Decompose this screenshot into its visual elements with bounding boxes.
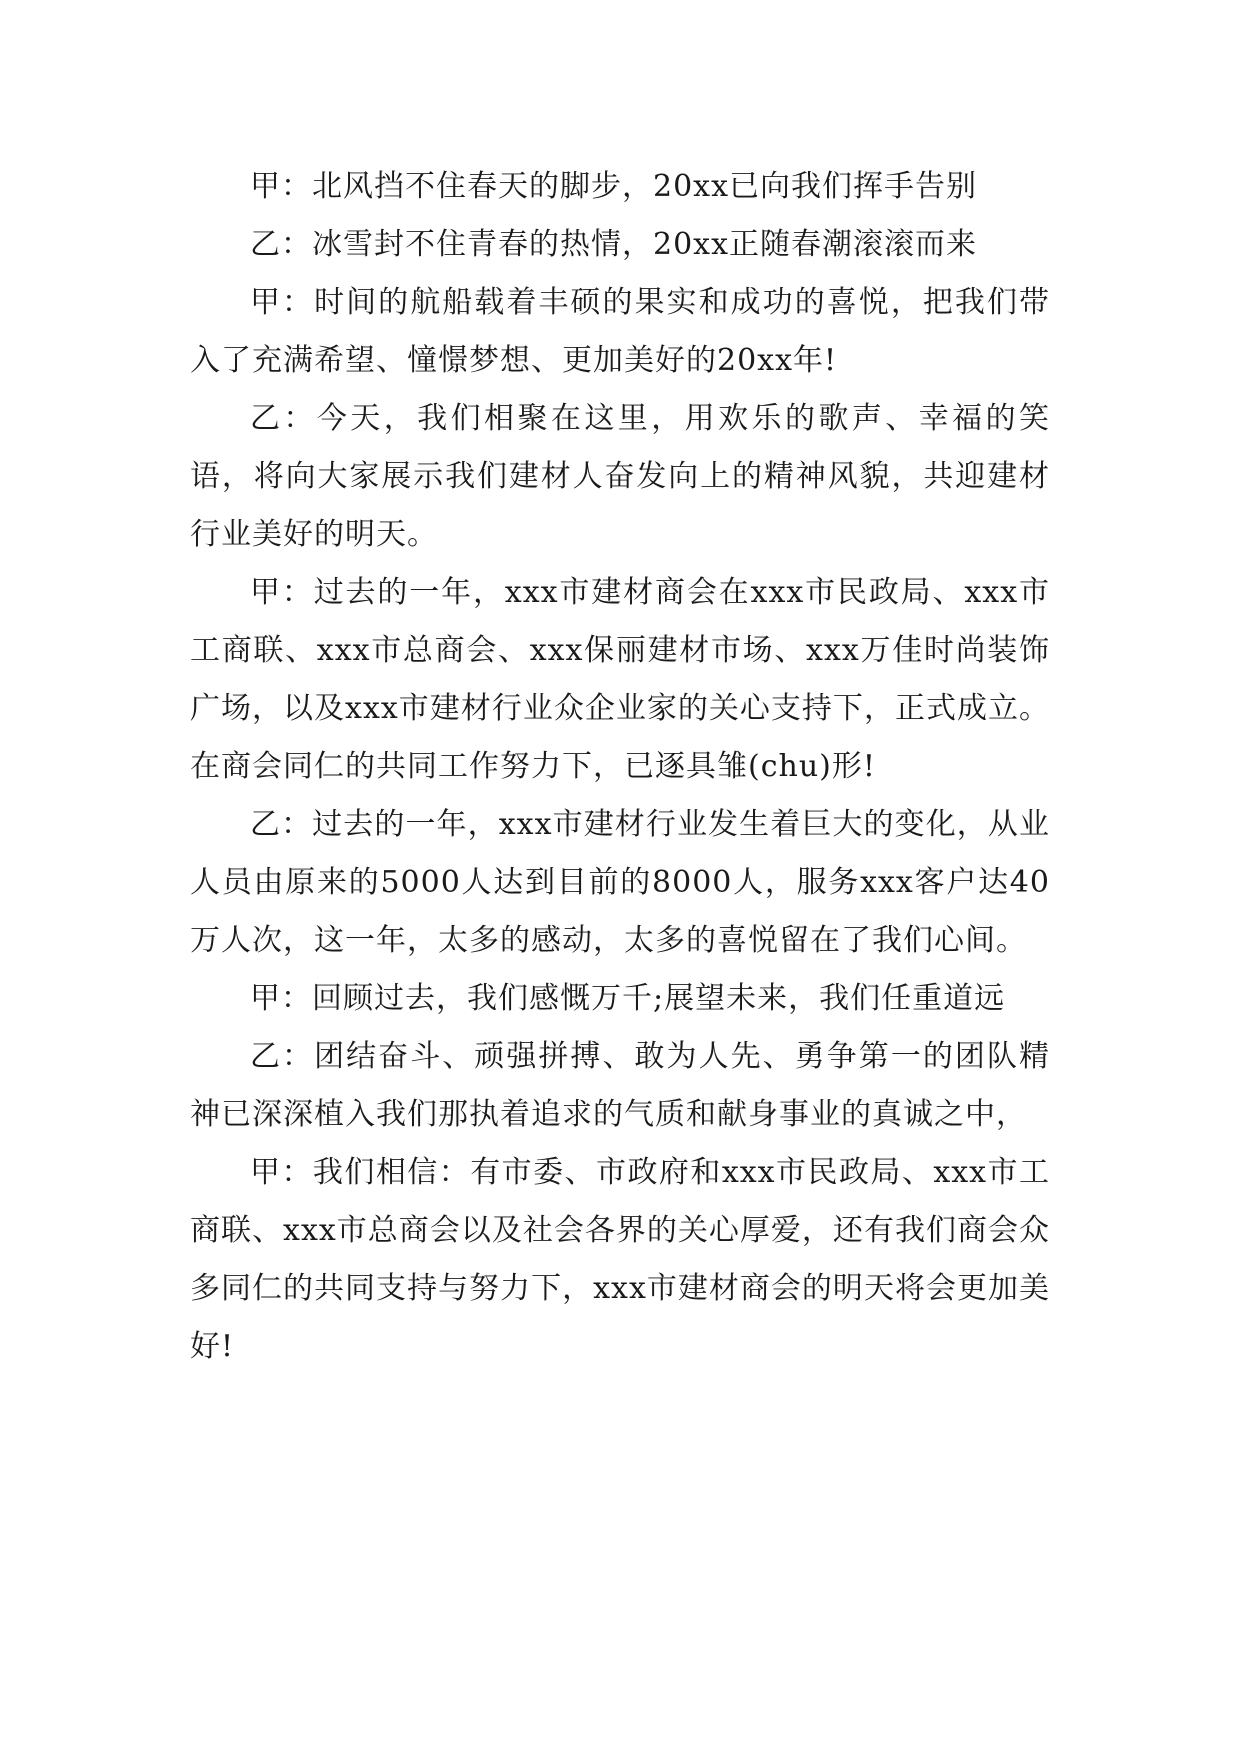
document-body — [190, 158, 1050, 1376]
paragraph-3: 甲：时间的航船载着丰硕的果实和成功的喜悦，把我们带入了充满希望、憧憬梦想、更加美好的20xx年! — [190, 285, 1050, 378]
paragraph-4: 乙：今天，我们相聚在这里，用欢乐的歌声、幸福的笑语，将向大家展示我们建材人奋发向上的精神风貌，共迎建材行业美好的明天。 — [190, 401, 1050, 552]
paragraph-5: 甲：过去的一年，xxx市建材商会在xxx市民政局、xxx市工商联、xxx市总商会、xxx保丽建材市场、xxx万佳时尚装饰广场，以及xxx市建材行业众企业家的关心支持下，正式成立。在商会同仁的共同工作努力下，已逐具雏(chu)形! — [190, 575, 1050, 784]
paragraph-9: 甲：我们相信：有市委、市政府和xxx市民政局、xxx市工商联、xxx市总商会以及社会各界的关心厚爱，还有我们商会众多同仁的共同支持与努力下，xxx市建材商会的明天将会更加美好! — [190, 1155, 1050, 1364]
paragraph-1: 甲：北风挡不住春天的脚步，20xx已向我们挥手告别 — [250, 169, 978, 204]
paragraph-7: 甲：回顾过去，我们感慨万千;展望未来，我们任重道远 — [250, 981, 1006, 1016]
paragraph-8: 乙：团结奋斗、顽强拼搏、敢为人先、勇争第一的团队精神已深深植入我们那执着追求的气质和献身事业的真诚之中， — [190, 1039, 1050, 1132]
paragraph-6: 乙：过去的一年，xxx市建材行业发生着巨大的变化，从业人员由原来的5000人达到目前的8000人，服务xxx客户达40万人次，这一年，太多的感动，太多的喜悦留在了我们心间。 — [190, 807, 1050, 958]
paragraph-2: 乙：冰雪封不住青春的热情，20xx正随春潮滚滚而来 — [250, 227, 978, 262]
